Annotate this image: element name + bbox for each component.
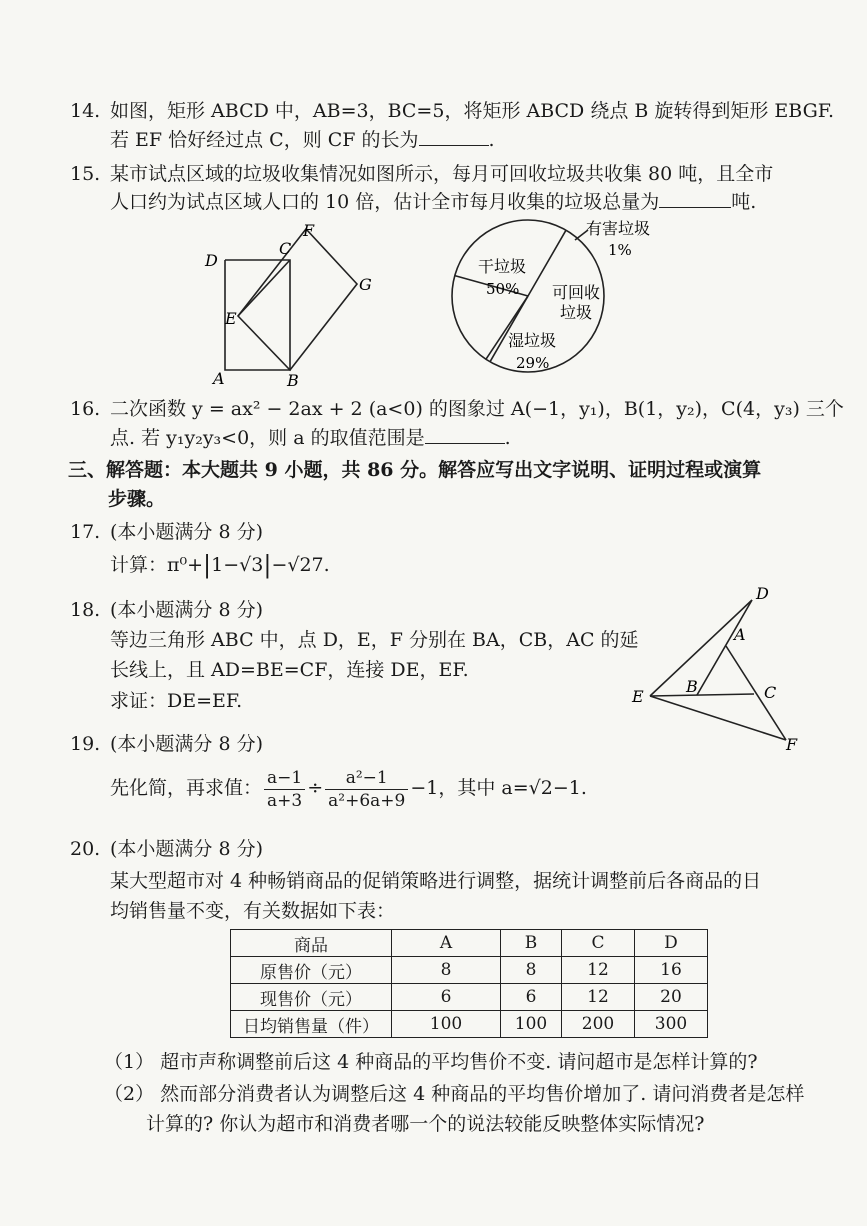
q20-subquestion-2-cont: 计算的? 你认为超市和消费者哪一个的说法较能反映整体实际情况? (146, 1113, 705, 1135)
question-number-17: 17. (70, 521, 101, 543)
question-number-18: 18. (70, 599, 101, 621)
slice-percent-dry: 50% (486, 280, 520, 298)
table-cell: 100 (501, 1011, 562, 1038)
q16-line1: 二次函数 y = ax² − 2ax + 2 (a<0) 的图象过 A(−1，y₁)，B(1，y₂)，C(4，y₃) 三个 (110, 398, 844, 420)
table-cell: 100 (392, 1011, 501, 1038)
fraction-2 (325, 767, 408, 812)
q19-score: (本小题满分 8 分) (110, 733, 263, 755)
rectangle-ebgf (238, 229, 357, 370)
table-header-row (231, 930, 708, 957)
q16-line2-text: 点. 若 y₁y₂y₃<0，则 a 的取值范围是 (110, 427, 425, 449)
label-f: F (303, 221, 315, 240)
label-a: A (734, 625, 746, 644)
label-c: C (764, 683, 777, 702)
table-cell: 现售价（元） (231, 984, 392, 1011)
q17-expression (110, 552, 330, 578)
q16-line2-end: . (504, 427, 511, 449)
q17-expr-end: −√27. (271, 554, 330, 576)
figure-rotated-rectangle (195, 218, 385, 390)
divide-sign: ÷ (307, 777, 324, 799)
fraction-2-denominator: a²+6a+9 (328, 790, 406, 811)
q18-line3: 求证：DE=EF. (110, 690, 243, 712)
q18-line1: 等边三角形 ABC 中，点 D，E，F 分别在 BA，CB，AC 的延 (110, 629, 639, 651)
label-f: F (786, 735, 798, 754)
slice-label-dry: 干垃圾 (478, 257, 527, 276)
slice-label-recycle-2: 垃圾 (560, 303, 593, 322)
q19-expr-end: −1，其中 a=√2−1. (410, 777, 587, 799)
q18-score: (本小题满分 8 分) (110, 599, 263, 621)
q14-line2 (110, 127, 495, 153)
answer-blank-15[interactable] (659, 189, 731, 208)
abs-bar-left: | (203, 551, 212, 579)
question-number-15: 15. (70, 163, 101, 185)
table-row (231, 1011, 708, 1038)
q20-line2: 均销售量不变，有关数据如下表： (110, 900, 396, 922)
table-cell: 20 (635, 984, 708, 1011)
slice-label-wet: 湿垃圾 (508, 331, 557, 350)
slice-percent-wet: 29% (516, 354, 550, 372)
label-d: D (756, 584, 769, 603)
figure-equilateral-triangle (628, 582, 808, 754)
table-cell: 8 (501, 957, 562, 984)
section-3-heading-cont: 步骤。 (108, 488, 166, 510)
q14-line1: 如图，矩形 ABCD 中，AB=3，BC=5，将矩形 ABCD 绕点 B 旋转得到矩形 EBGF. (110, 100, 835, 122)
slice-percent-hazard: 1% (608, 241, 632, 259)
q15-line2-end: 吨. (731, 191, 757, 213)
fraction-1 (264, 767, 305, 812)
q17-expr-abs: 1−√3 (211, 554, 264, 576)
segment-ec-base (650, 694, 754, 696)
question-number-16: 16. (70, 398, 101, 420)
sales-data-table (230, 929, 708, 1038)
table-header-cell: D (635, 930, 708, 957)
q20-subquestion-2: （2） 然而部分消费者认为调整后这 4 种商品的平均售价增加了. 请问消费者是怎样 (104, 1083, 805, 1105)
table-cell: 12 (562, 984, 635, 1011)
q14-line2-end: . (488, 129, 495, 151)
label-g: G (359, 275, 372, 294)
q15-line1: 某市试点区域的垃圾收集情况如图所示，每月可回收垃圾共收集 80 吨，且全市 (110, 163, 774, 185)
q16-line2 (110, 425, 511, 451)
answer-blank-14[interactable] (419, 127, 489, 146)
fraction-1-numerator: a−1 (264, 767, 305, 790)
q15-line2-text: 人口约为试点区域人口的 10 倍，估计全市每月收集的垃圾总量为 (110, 191, 660, 213)
table-header-cell: A (392, 930, 501, 957)
label-a: A (213, 369, 225, 388)
table-row (231, 984, 708, 1011)
question-number-20: 20. (70, 838, 101, 860)
label-c: C (279, 239, 292, 258)
label-e: E (632, 687, 644, 706)
fraction-2-numerator: a²−1 (325, 767, 408, 790)
label-d: D (205, 251, 218, 270)
table-cell: 16 (635, 957, 708, 984)
q14-line2-text: 若 EF 恰好经过点 C，则 CF 的长为 (110, 129, 419, 151)
q19-instruction: 先化简，再求值： (110, 777, 263, 799)
table-cell: 200 (562, 1011, 635, 1038)
segment-db (697, 600, 752, 695)
table-cell: 12 (562, 957, 635, 984)
table-cell: 日均销售量（件） (231, 1011, 392, 1038)
slice-label-recycle-1: 可回收 (552, 283, 601, 302)
q17-score: (本小题满分 8 分) (110, 521, 263, 543)
section-3-heading: 三、解答题：本大题共 9 小题，共 86 分。解答应写出文字说明、证明过程或演算 (68, 459, 762, 481)
q17-expr-start: 计算：π⁰+ (110, 554, 204, 576)
abs-bar-right: | (263, 551, 272, 579)
table-cell: 6 (392, 984, 501, 1011)
q19-expression (110, 763, 587, 813)
segment-ed (650, 600, 752, 696)
segment-af (726, 646, 786, 740)
answer-blank-16[interactable] (425, 425, 505, 444)
question-number-19: 19. (70, 733, 101, 755)
pie-chart-garbage (440, 212, 670, 384)
q20-subquestion-1: （1） 超市声称调整前后这 4 种商品的平均售价不变. 请问超市是怎样计算的? (104, 1051, 758, 1073)
table-header-cell: C (562, 930, 635, 957)
table-cell: 8 (392, 957, 501, 984)
q20-line1: 某大型超市对 4 种畅销商品的促销策略进行调整，据统计调整前后各商品的日 (110, 870, 762, 892)
q18-line2: 长线上，且 AD=BE=CF，连接 DE，EF. (110, 659, 469, 681)
label-b: B (287, 371, 299, 390)
table-cell: 原售价（元） (231, 957, 392, 984)
slice-label-hazard: 有害垃圾 (586, 219, 651, 238)
label-b: B (686, 677, 698, 696)
label-e: E (225, 309, 237, 328)
segment-ef (650, 696, 786, 740)
fraction-1-denominator: a+3 (267, 790, 303, 811)
table-cell: 300 (635, 1011, 708, 1038)
question-number-14: 14. (70, 100, 101, 122)
table-cell: 6 (501, 984, 562, 1011)
q20-score: (本小题满分 8 分) (110, 838, 263, 860)
segment-ec (238, 260, 290, 316)
table-header-cell: B (501, 930, 562, 957)
table-row (231, 957, 708, 984)
table-header-cell: 商品 (231, 930, 392, 957)
